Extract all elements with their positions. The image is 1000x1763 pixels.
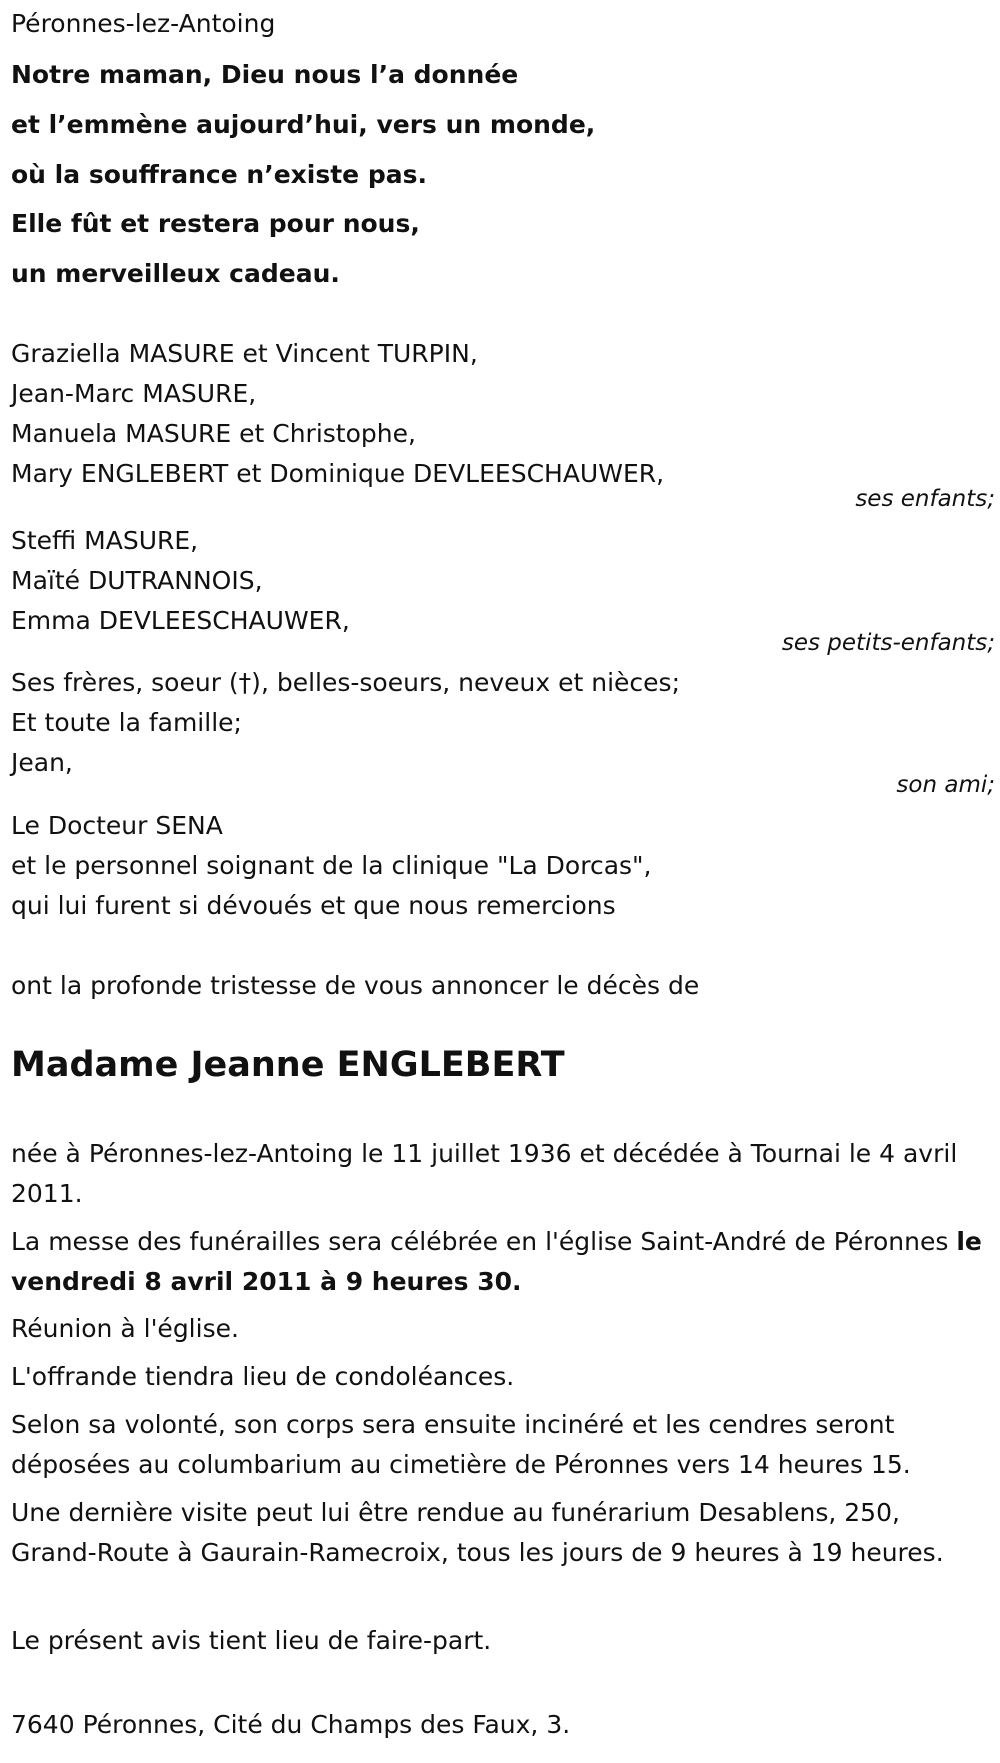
child-entry: Graziella MASURE et Vincent TURPIN, [11, 339, 478, 368]
birth-death-text: née à Péronnes-lez-Antoing le 11 juillet 1936 et décédée à Tournai le 4 avril 2011. [11, 1139, 958, 1208]
child-entry: Manuela MASURE et Christophe, [11, 419, 416, 448]
poem-line: et l’emmène aujourd’hui, vers un monde, [11, 110, 596, 139]
notice-text: Le présent avis tient lieu de faire-part. [11, 1626, 492, 1655]
deceased-name: Madame Jeanne ENGLEBERT [11, 1045, 565, 1085]
child-entry: Mary ENGLEBERT et Dominique DEVLEESCHAUWER, [11, 459, 665, 488]
cremation-text: Selon sa volonté, son corps sera ensuite incinéré et les cendres seront déposées au columbarium au cimetière de Péronnes vers 14 heures 15. [11, 1410, 911, 1479]
grandchild-entry: Steffi MASURE, [11, 526, 199, 555]
gathering-text: Réunion à l'église. [11, 1314, 239, 1343]
family-address: 7640 Péronnes, Cité du Champs des Faux, 3. [11, 1710, 571, 1739]
caregiver-entry: Le Docteur SENA [11, 811, 223, 840]
relative-entry: Et toute la famille; [11, 708, 242, 737]
poem-line: un merveilleux cadeau. [11, 259, 340, 288]
relative-entry: Jean, [11, 748, 73, 777]
poem-line: où la souffrance n’existe pas. [11, 160, 427, 189]
poem-line: Notre maman, Dieu nous l’a donnée [11, 60, 519, 89]
poem-line: Elle fût et restera pour nous, [11, 209, 420, 238]
visit-text: Une dernière visite peut lui être rendue au funérarium Desablens, 250, Grand-Route à Gaurain-Ramecroix, tous les jours de 9 heures à 19 heures. [11, 1498, 944, 1567]
mass-location: La messe des funérailles sera célébrée en l'église Saint-André de Péronnes [11, 1227, 957, 1256]
funeral-mass-text [11, 1222, 986, 1302]
grandchildren-role: ses petits-enfants; [781, 630, 995, 656]
caregiver-entry: et le personnel soignant de la clinique "La Dorcas", [11, 851, 652, 880]
grandchild-entry: Maïté DUTRANNOIS, [11, 566, 263, 595]
offering-text: L'offrande tiendra lieu de condoléances. [11, 1362, 515, 1391]
mass-datetime: le vendredi 8 avril 2011 à 9 heures 30. [11, 1227, 982, 1296]
friend-role: son ami; [896, 772, 995, 798]
header-location: Péronnes-lez-Antoing [11, 9, 276, 38]
announcement-intro: ont la profonde tristesse de vous annoncer le décès de [11, 971, 700, 1000]
relative-entry: Ses frères, soeur (†), belles-soeurs, neveux et nièces; [11, 668, 681, 697]
children-role: ses enfants; [855, 486, 995, 512]
grandchild-entry: Emma DEVLEESCHAUWER, [11, 606, 350, 635]
child-entry: Jean-Marc MASURE, [11, 379, 257, 408]
caregiver-entry: qui lui furent si dévoués et que nous remercions [11, 891, 616, 920]
